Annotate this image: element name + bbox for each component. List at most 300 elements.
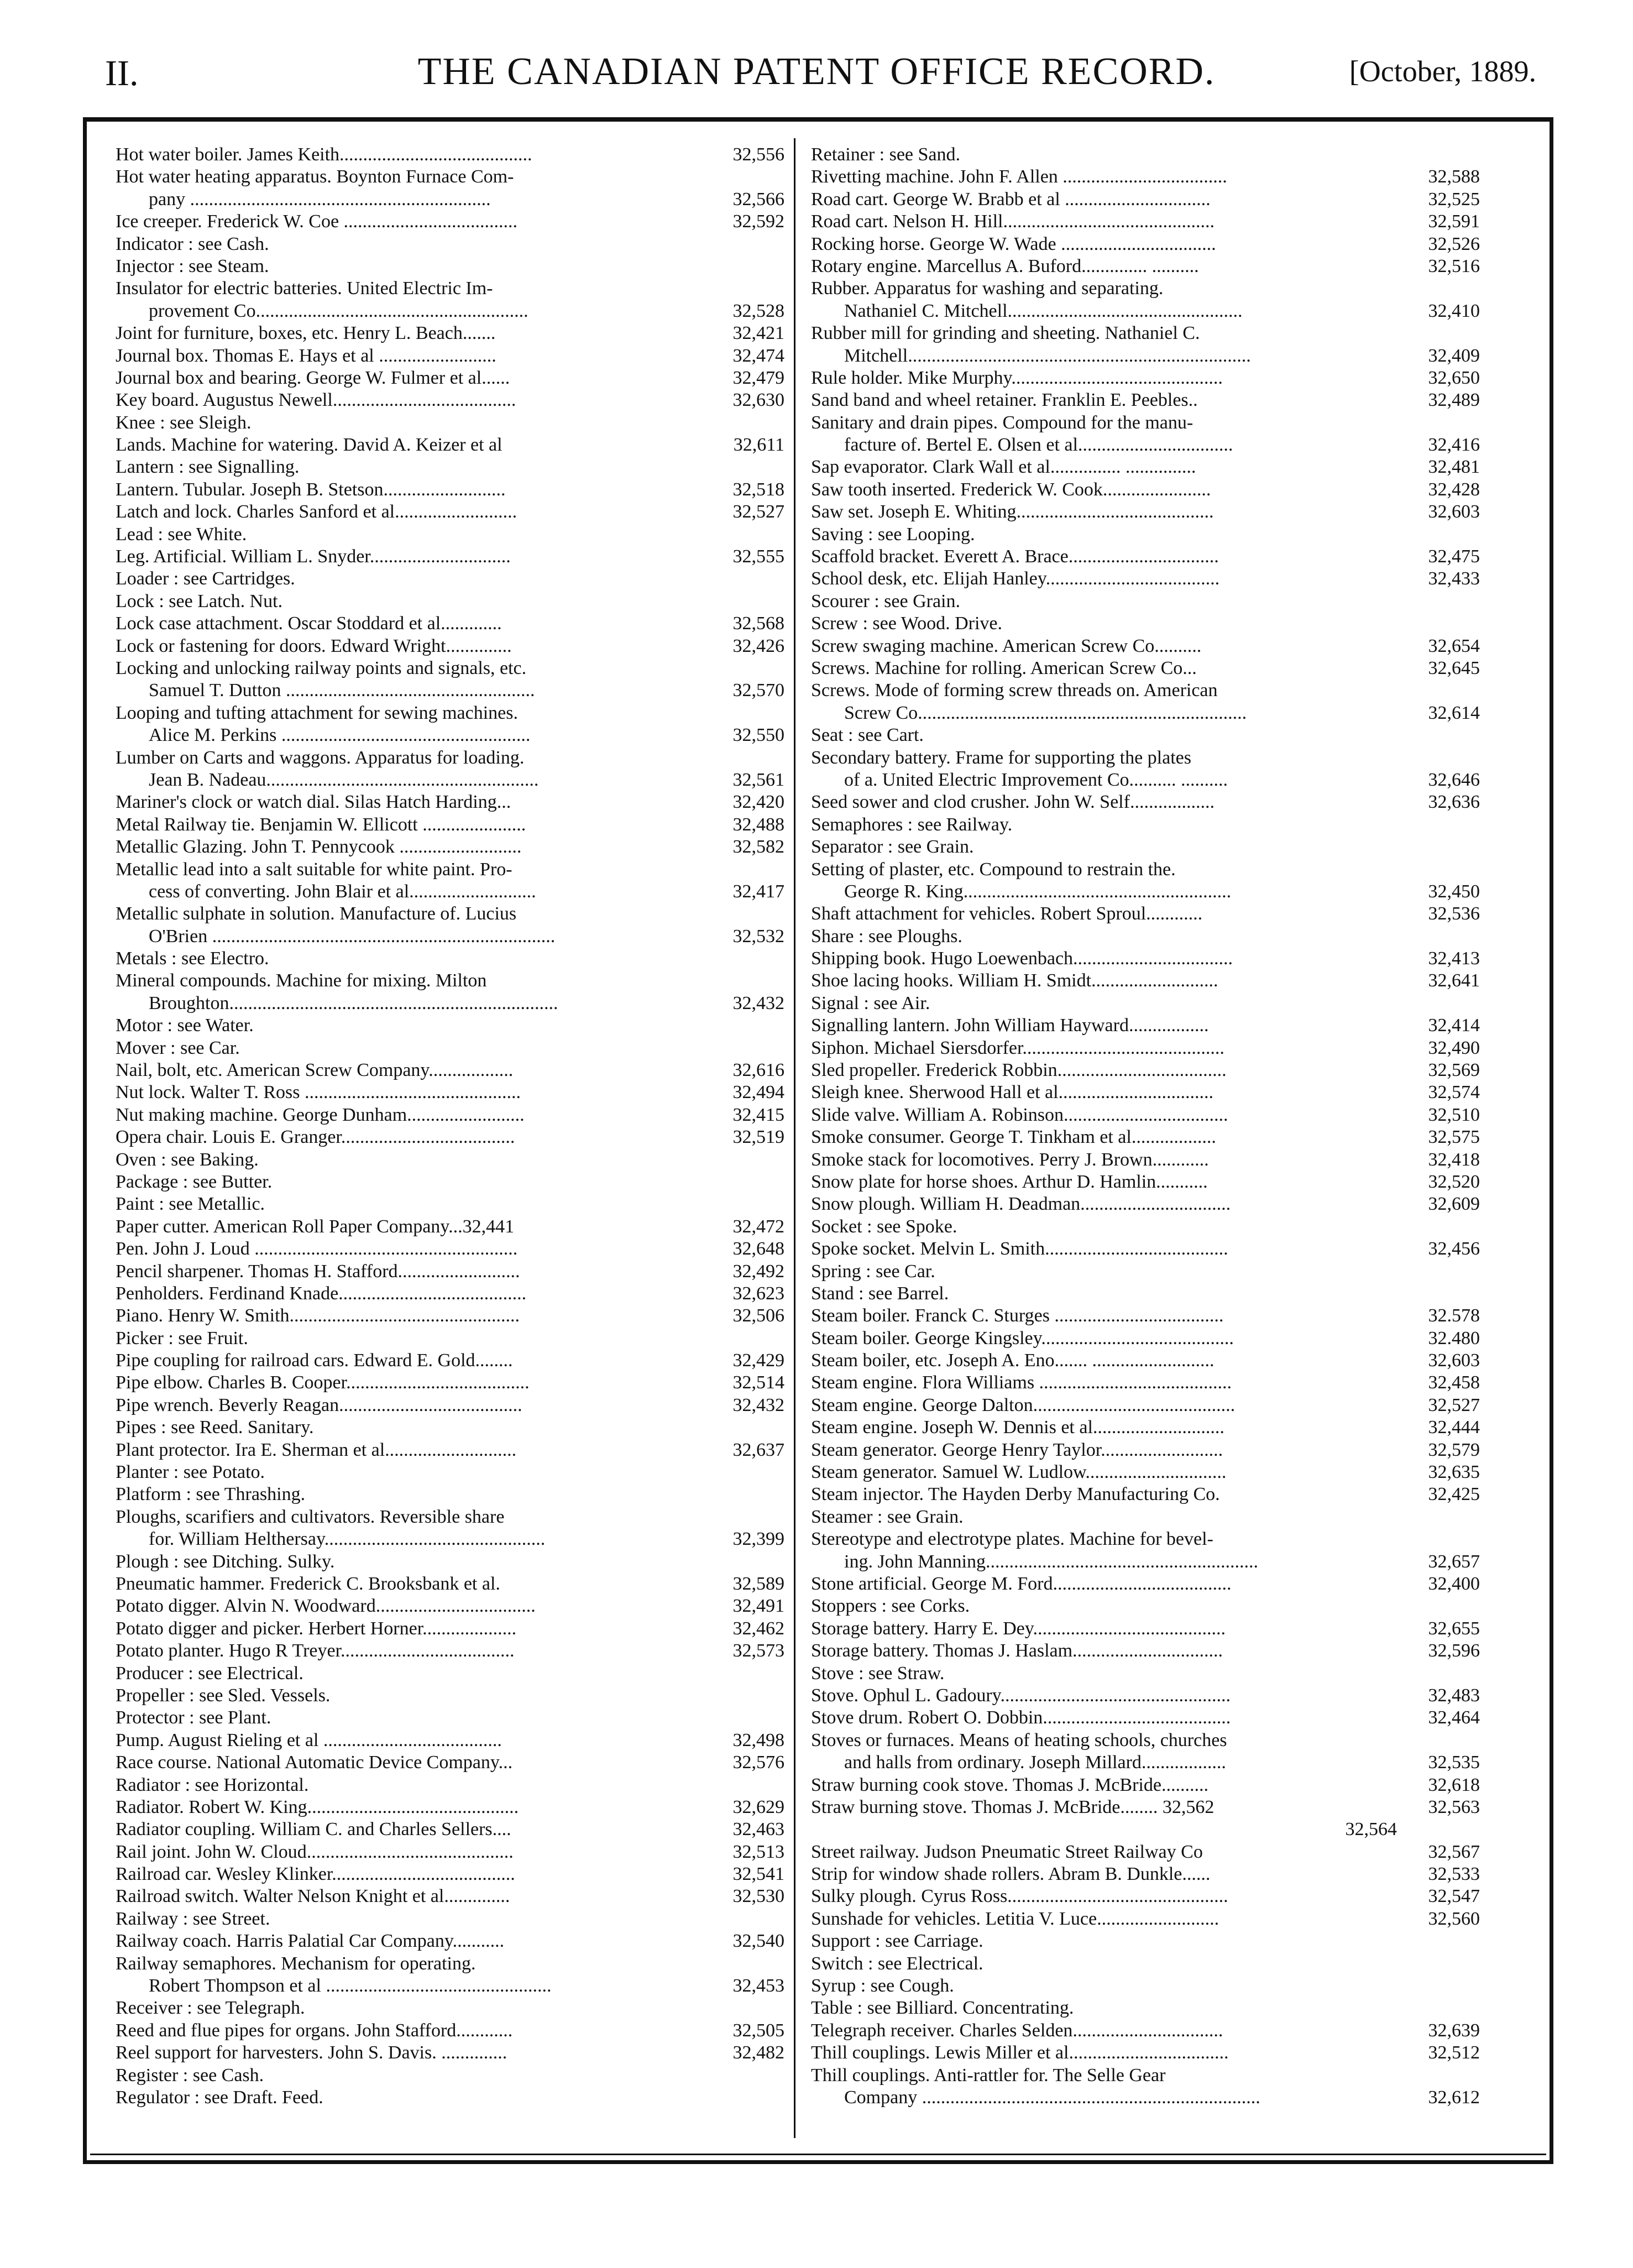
entry-text: Journal box. Thomas E. Hays et al ......................... (116, 345, 496, 366)
patent-number: 32,519 (732, 1127, 784, 1148)
patent-number: 32,414 (1428, 1015, 1480, 1036)
entry-text: Locking and unlocking railway points and signals, etc. (116, 657, 527, 678)
entry-text: O'Brien ......................................................................... (149, 926, 556, 947)
patent-number: 32,494 (732, 1082, 784, 1103)
entry-text: Telegraph receiver. Charles Selden................................ (811, 2020, 1223, 2041)
entry-text: School desk, etc. Elijah Hanley..................................... (811, 568, 1220, 589)
index-entry (811, 1439, 1480, 1461)
entry-text: Nail, bolt, etc. American Screw Company.................. (116, 1060, 514, 1081)
index-entry (811, 300, 1480, 322)
patent-number (702, 1953, 784, 1975)
entry-text: Hot water heating apparatus. Boynton Furnace Com- (116, 166, 514, 187)
entry-text: Storage battery. Harry E. Dey......................................... (811, 1618, 1226, 1639)
entry-text: Company ........................................................................ (844, 2087, 1260, 2108)
patent-number (702, 1015, 784, 1037)
index-entry (116, 278, 784, 300)
patent-number: 32,429 (732, 1350, 784, 1371)
index-entry (116, 1171, 784, 1193)
entry-text: Spoke socket. Melvin L. Smith....................................... (811, 1238, 1228, 1260)
index-entry (116, 1417, 784, 1439)
index-entry (116, 255, 784, 278)
index-entry (116, 524, 784, 546)
index-entry (811, 903, 1480, 925)
index-entry (811, 1997, 1480, 2019)
entry-text: Joint for furniture, boxes, etc. Henry L. Beach....... (116, 323, 496, 344)
entry-text: Scaffold bracket. Everett A. Brace................................ (811, 546, 1219, 567)
patent-number (1397, 1997, 1480, 2019)
entry-text: Stove drum. Robert O. Dobbin........................................ (811, 1707, 1231, 1728)
patent-number (702, 657, 784, 680)
entry-text: cess of converting. John Blair et al........................... (149, 881, 536, 902)
patent-number: 32,450 (1428, 881, 1480, 902)
entry-text: Stoppers : see Corks. (811, 1596, 970, 1617)
index-entry (116, 859, 784, 881)
index-entry (116, 791, 784, 813)
entry-text: Ploughs, scarifiers and cultivators. Reversible share (116, 1506, 505, 1527)
entry-text: Jean B. Nadeau.......................................................... (149, 769, 539, 790)
patent-number (702, 1149, 784, 1171)
index-entry (116, 948, 784, 970)
index-entry (811, 724, 1480, 746)
patent-number: 32,472 (732, 1216, 784, 1237)
right-column (811, 144, 1480, 2109)
index-entry (116, 1528, 784, 1550)
entry-text: Screws. Machine for rolling. American Screw Co... (811, 657, 1197, 678)
index-entry (811, 345, 1480, 367)
entry-text: Pneumatic hammer. Frederick C. Brooksbank et al. (116, 1574, 500, 1594)
patent-number: 32,629 (732, 1796, 784, 1817)
index-entry (811, 479, 1480, 501)
entry-text: Screw Co...................................................................... (844, 702, 1247, 723)
index-entry (116, 1595, 784, 1617)
patent-number (702, 524, 784, 546)
patent-number (1397, 747, 1480, 769)
patent-number (1397, 278, 1480, 300)
patent-number: 32,530 (732, 1886, 784, 1907)
entry-text: George R. King......................................................... (844, 881, 1232, 902)
patent-number: 32,591 (1428, 211, 1480, 232)
index-entry (116, 211, 784, 233)
index-entry (116, 903, 784, 925)
entry-text: Rule holder. Mike Murphy............................................. (811, 367, 1223, 388)
patent-number: 32,432 (732, 1394, 784, 1415)
index-entry (116, 1729, 784, 1752)
entry-text: Indicator : see Cash. (116, 233, 269, 254)
patent-number: 32,456 (1428, 1238, 1480, 1260)
index-entry (811, 747, 1480, 769)
entry-text: Paper cutter. American Roll Paper Company...32,441 (116, 1216, 515, 1237)
patent-number (702, 1506, 784, 1528)
patent-number: 32,582 (732, 837, 784, 858)
index-entry (116, 1261, 784, 1283)
index-entry (116, 1752, 784, 1774)
patent-number: 32,482 (732, 2042, 784, 2063)
index-entry (116, 970, 784, 992)
index-entry (811, 680, 1480, 702)
entry-text: Storage battery. Thomas J. Haslam................................ (811, 1640, 1223, 1661)
patent-number: 32,589 (732, 1574, 784, 1594)
index-entry (116, 1193, 784, 1215)
patent-number: 32,510 (1428, 1104, 1480, 1125)
index-entry (116, 680, 784, 702)
index-entry (116, 456, 784, 478)
entry-text: Street railway. Judson Pneumatic Street Railway Co (811, 1841, 1203, 1862)
entry-text: Alice M. Perkins ..................................................... (149, 725, 531, 746)
index-entry (116, 1037, 784, 1059)
patent-number: 32,474 (732, 345, 784, 366)
entry-text: Sled propeller. Frederick Robbin.................................... (811, 1060, 1227, 1081)
index-entry (116, 1685, 784, 1707)
index-entry (116, 1640, 784, 1662)
entry-text: Pump. August Rieling et al ...................................... (116, 1729, 502, 1750)
entry-text: 32,564 (1345, 1819, 1397, 1840)
index-entry (116, 233, 784, 255)
entry-text: Lock : see Latch. Nut. (116, 590, 283, 612)
patent-number (702, 1037, 784, 1059)
entry-text: Loader : see Cartridges. (116, 568, 295, 589)
index-entry (116, 1483, 784, 1506)
entry-text: Signalling lantern. John William Hayward................. (811, 1015, 1209, 1036)
entry-text: Sap evaporator. Clark Wall et al............... ............... (811, 457, 1196, 478)
patent-number (702, 1193, 784, 1215)
patent-number: 32,415 (732, 1104, 784, 1125)
entry-text: Lantern : see Signalling. (116, 457, 300, 478)
entry-text: Rotary engine. Marcellus A. Buford.............. .......... (811, 255, 1199, 276)
patent-number: 32,611 (733, 435, 784, 456)
index-entry (116, 389, 784, 411)
index-entry (811, 389, 1480, 411)
index-entry (811, 1685, 1480, 1707)
entry-text: of a. United Electric Improvement Co.......... .......... (844, 769, 1228, 790)
entry-text: Planter : see Potato. (116, 1462, 265, 1483)
index-entry (116, 635, 784, 657)
patent-number: 32,654 (1428, 635, 1480, 656)
index-entry (811, 1171, 1480, 1193)
index-entry (811, 948, 1480, 970)
index-entry (116, 2065, 784, 2087)
index-entry (811, 1796, 1480, 1818)
entry-text: Stove : see Straw. (811, 1663, 945, 1684)
patent-number: 32,458 (1428, 1372, 1480, 1393)
patent-number: 32,417 (732, 881, 784, 902)
index-entry (811, 1506, 1480, 1528)
index-entry (116, 1439, 784, 1461)
entry-text: Insulator for electric batteries. United Electric Im- (116, 278, 493, 299)
patent-number (702, 1663, 784, 1685)
index-entry (811, 546, 1480, 568)
index-entry (811, 1015, 1480, 1037)
index-entry (811, 1863, 1480, 1885)
patent-number: 32,514 (732, 1372, 784, 1393)
entry-text: Samuel T. Dutton ..................................................... (149, 680, 535, 701)
entry-text: Road cart. George W. Brabb et al ............................... (811, 189, 1211, 210)
patent-number: 32,574 (1428, 1082, 1480, 1103)
index-entry (811, 1908, 1480, 1930)
index-entry (811, 1729, 1480, 1752)
entry-text: Sulky plough. Cyrus Ross............................................... (811, 1886, 1228, 1907)
patent-number: 32,639 (1428, 2020, 1480, 2041)
index-entry (811, 524, 1480, 546)
index-entry (811, 1551, 1480, 1573)
index-entry (116, 1796, 784, 1818)
entry-text: Sanitary and drain pipes. Compound for the manu- (811, 412, 1194, 433)
entry-text: Lock or fastening for doors. Edward Wright.............. (116, 635, 512, 656)
patent-number: 32,492 (732, 1261, 784, 1282)
entry-text: Snow plough. William H. Deadman................................ (811, 1194, 1231, 1215)
patent-number: 32,568 (732, 613, 784, 634)
index-entry (116, 1149, 784, 1171)
index-entry (116, 1328, 784, 1350)
patent-number (702, 747, 784, 769)
index-entry (811, 881, 1480, 903)
patent-number: 32,533 (1428, 1864, 1480, 1885)
patent-number: 32,540 (732, 1931, 784, 1952)
patent-number: 32,561 (732, 769, 784, 790)
entry-text: Steam engine. Flora Williams ......................................... (811, 1372, 1232, 1393)
page-header (0, 0, 1633, 94)
entry-text: Saw set. Joseph E. Whiting.......................................... (811, 501, 1214, 522)
index-entry (116, 702, 784, 724)
index-entry (116, 1707, 784, 1729)
index-entry (116, 1908, 784, 1930)
index-entry (116, 1885, 784, 1908)
entry-text: Package : see Butter. (116, 1171, 273, 1192)
patent-number: 32,618 (1428, 1774, 1480, 1795)
patent-number (702, 1685, 784, 1707)
index-entry (116, 926, 784, 948)
entry-text: Lantern. Tubular. Joseph B. Stetson.......................... (116, 479, 506, 500)
patent-number (1397, 926, 1480, 948)
entry-text: Potato digger. Alvin N. Woodward.................................. (116, 1596, 536, 1617)
index-entry (116, 1081, 784, 1104)
entry-text: facture of. Bertel E. Olsen et al................................. (844, 435, 1233, 456)
patent-number: 32,532 (732, 926, 784, 947)
index-entry (811, 1350, 1480, 1372)
index-entry (811, 1216, 1480, 1238)
patent-number (702, 702, 784, 724)
patent-number (702, 1328, 784, 1350)
index-entry (811, 144, 1480, 166)
entry-text: Plough : see Ditching. Sulky. (116, 1551, 335, 1572)
entry-text: Railroad switch. Walter Nelson Knight et al.............. (116, 1886, 510, 1907)
patent-number (1397, 144, 1480, 166)
index-entry (811, 1261, 1480, 1283)
entry-text: Table : see Billiard. Concentrating. (811, 1998, 1074, 2019)
entry-text: Penholders. Ferdinand Knade........................................ (116, 1283, 527, 1304)
patent-number: 32,556 (732, 144, 784, 165)
entry-text: Hot water boiler. James Keith......................................... (116, 144, 532, 165)
patent-number: 32,646 (1428, 769, 1480, 790)
entry-text: Latch and lock. Charles Sanford et al.......................... (116, 501, 517, 522)
entry-text: Picker : see Fruit. (116, 1328, 248, 1349)
patent-number: 32,498 (732, 1729, 784, 1750)
index-entry (116, 1930, 784, 1952)
patent-number: 32,400 (1428, 1574, 1480, 1594)
patent-number (702, 1997, 784, 2019)
entry-text: Robert Thompson et al ................................................ (149, 1976, 552, 1997)
page-title: THE CANADIAN PATENT OFFICE RECORD. (417, 50, 1216, 93)
entry-text: Share : see Ploughs. (811, 926, 962, 947)
patent-number: 32,518 (732, 479, 784, 500)
index-entry (116, 1283, 784, 1305)
patent-number: 32,603 (1428, 1350, 1480, 1371)
entry-text: Slide valve. William A. Robinson................................... (811, 1104, 1228, 1125)
patent-number: 32,596 (1428, 1640, 1480, 1661)
entry-text: Metal Railway tie. Benjamin W. Ellicott ...................... (116, 814, 526, 835)
entry-text: Sand band and wheel retainer. Franklin E. Peebles.. (811, 390, 1198, 411)
patent-number: 32,528 (732, 300, 784, 321)
patent-number: 32,463 (732, 1819, 784, 1840)
entry-text: Platform : see Thrashing. (116, 1484, 306, 1505)
index-entry (116, 1305, 784, 1327)
entry-text: Steam engine. Joseph W. Dennis et al............................ (811, 1417, 1224, 1438)
index-entry (811, 613, 1480, 635)
index-entry (811, 278, 1480, 300)
entry-text: Railway : see Street. (116, 1908, 270, 1929)
entry-text: Steam generator. George Henry Taylor.......................... (811, 1439, 1223, 1460)
entry-text: Steam boiler. Franck C. Sturges .................................... (811, 1305, 1224, 1326)
index-entry (116, 1953, 784, 1975)
index-entry (116, 1372, 784, 1394)
entry-text: Smoke consumer. George T. Tinkham et al.................. (811, 1127, 1216, 1148)
entry-text: Strip for window shade rollers. Abram B. Dunkle...... (811, 1864, 1211, 1885)
index-entry (811, 1104, 1480, 1126)
entry-text: Support : see Carriage. (811, 1931, 983, 1952)
index-entry (811, 992, 1480, 1015)
patent-number (702, 233, 784, 255)
index-entry (116, 1059, 784, 1081)
patent-number: 32,616 (732, 1060, 784, 1081)
patent-number (702, 1774, 784, 1796)
entry-text: Pipes : see Reed. Sanitary. (116, 1417, 314, 1438)
index-entry (116, 769, 784, 791)
index-entry (116, 992, 784, 1015)
entry-text: provement Co.......................................................... (149, 300, 528, 321)
index-entry (116, 2042, 784, 2064)
patent-number: 32,420 (732, 792, 784, 813)
entry-text: Stoves or furnaces. Means of heating schools, churches (811, 1729, 1227, 1750)
index-entry (116, 590, 784, 613)
patent-number: 32,623 (732, 1283, 784, 1304)
entry-text: Sunshade for vehicles. Letitia V. Luce.......................... (811, 1908, 1219, 1929)
entry-text: Stone artificial. George M. Ford...................................... (811, 1574, 1232, 1594)
entry-text: Regulator : see Draft. Feed. (116, 2087, 323, 2108)
patent-number (1397, 992, 1480, 1015)
entry-text: Pipe coupling for railroad cars. Edward E. Gold........ (116, 1350, 513, 1371)
index-entry (116, 166, 784, 188)
patent-number: 32,428 (1428, 479, 1480, 500)
patent-number: 32,527 (732, 501, 784, 522)
index-entry (811, 702, 1480, 724)
index-entry (116, 501, 784, 523)
patent-number: 32,525 (1428, 189, 1480, 210)
entry-text: Semaphores : see Railway. (811, 814, 1013, 835)
entry-text: Nathaniel C. Mitchell.................................................. (844, 300, 1243, 321)
patent-number: 32,505 (732, 2020, 784, 2041)
index-entry (811, 1305, 1480, 1327)
patent-number (702, 1171, 784, 1193)
index-entry (811, 1752, 1480, 1774)
patent-number: 32,488 (732, 814, 784, 835)
patent-number: 32,489 (1428, 390, 1480, 411)
patent-number (1397, 836, 1480, 858)
index-entry (811, 456, 1480, 478)
patent-number: 32,490 (1428, 1037, 1480, 1058)
index-entry (811, 1461, 1480, 1483)
patent-number (702, 255, 784, 278)
entry-text: Setting of plaster, etc. Compound to restrain the. (811, 859, 1176, 880)
patent-number: 32,575 (1428, 1127, 1480, 1148)
entry-text: Stove. Ophul L. Gadoury................................................. (811, 1685, 1231, 1706)
entry-text: Oven : see Baking. (116, 1149, 259, 1170)
patent-number (1397, 1930, 1480, 1952)
patent-number: 32,462 (732, 1618, 784, 1639)
patent-number: 32,418 (1428, 1149, 1480, 1170)
index-entry (116, 1126, 784, 1148)
index-entry (811, 590, 1480, 613)
index-entry (811, 1149, 1480, 1171)
patent-number: 32,650 (1428, 367, 1480, 388)
entry-text: Lead : see White. (116, 524, 247, 545)
patent-number: 32,535 (1428, 1752, 1480, 1773)
patent-number: 32,573 (732, 1640, 784, 1661)
index-entry (116, 479, 784, 501)
patent-number (702, 456, 784, 478)
entry-text: Pen. John J. Loud ........................................................ (116, 1238, 518, 1260)
index-entry (811, 657, 1480, 680)
patent-number (1397, 1953, 1480, 1975)
entry-text: Reed and flue pipes for organs. John Stafford............ (116, 2020, 513, 2041)
index-entry (116, 1841, 784, 1863)
index-entry (811, 1595, 1480, 1617)
patent-number: 32,425 (1428, 1484, 1480, 1505)
entry-text: and halls from ordinary. Joseph Millard.................. (844, 1752, 1226, 1773)
entry-text: Steam injector. The Hayden Derby Manufacturing Co. (811, 1484, 1220, 1505)
patent-number: 32.578 (1428, 1305, 1480, 1326)
index-entry (116, 300, 784, 322)
entry-text: Metallic lead into a salt suitable for white paint. Pro- (116, 859, 512, 880)
index-entry (116, 1663, 784, 1685)
entry-text: Injector : see Steam. (116, 255, 269, 276)
patent-number (1397, 1595, 1480, 1617)
index-entry (811, 1953, 1480, 1975)
entry-text: Motor : see Water. (116, 1015, 254, 1036)
patent-number (702, 948, 784, 970)
index-entry (116, 836, 784, 858)
index-entry (811, 1707, 1480, 1729)
patent-number (1397, 322, 1480, 344)
index-entry (811, 412, 1480, 434)
patent-number (1397, 1528, 1480, 1550)
entry-text: Nut lock. Walter T. Ross .............................................. (116, 1082, 521, 1103)
entry-text: Metals : see Electro. (116, 948, 269, 969)
entry-text: Syrup : see Cough. (811, 1976, 954, 1997)
entry-text: Steam boiler, etc. Joseph A. Eno....... .......................... (811, 1350, 1215, 1371)
index-entry (116, 1506, 784, 1528)
entry-text: Railway semaphores. Mechanism for operating. (116, 1953, 476, 1974)
index-entry (116, 1551, 784, 1573)
patent-number: 32,550 (732, 725, 784, 746)
patent-number (702, 2087, 784, 2109)
index-entry (811, 568, 1480, 590)
index-entry (811, 2087, 1480, 2109)
patent-number (1397, 1506, 1480, 1528)
patent-number (1397, 1283, 1480, 1305)
index-entry (811, 1037, 1480, 1059)
entry-text: Spring : see Car. (811, 1261, 935, 1282)
patent-number: 32,453 (732, 1976, 784, 1997)
entry-text: Railroad car. Wesley Klinker....................................... (116, 1864, 515, 1885)
